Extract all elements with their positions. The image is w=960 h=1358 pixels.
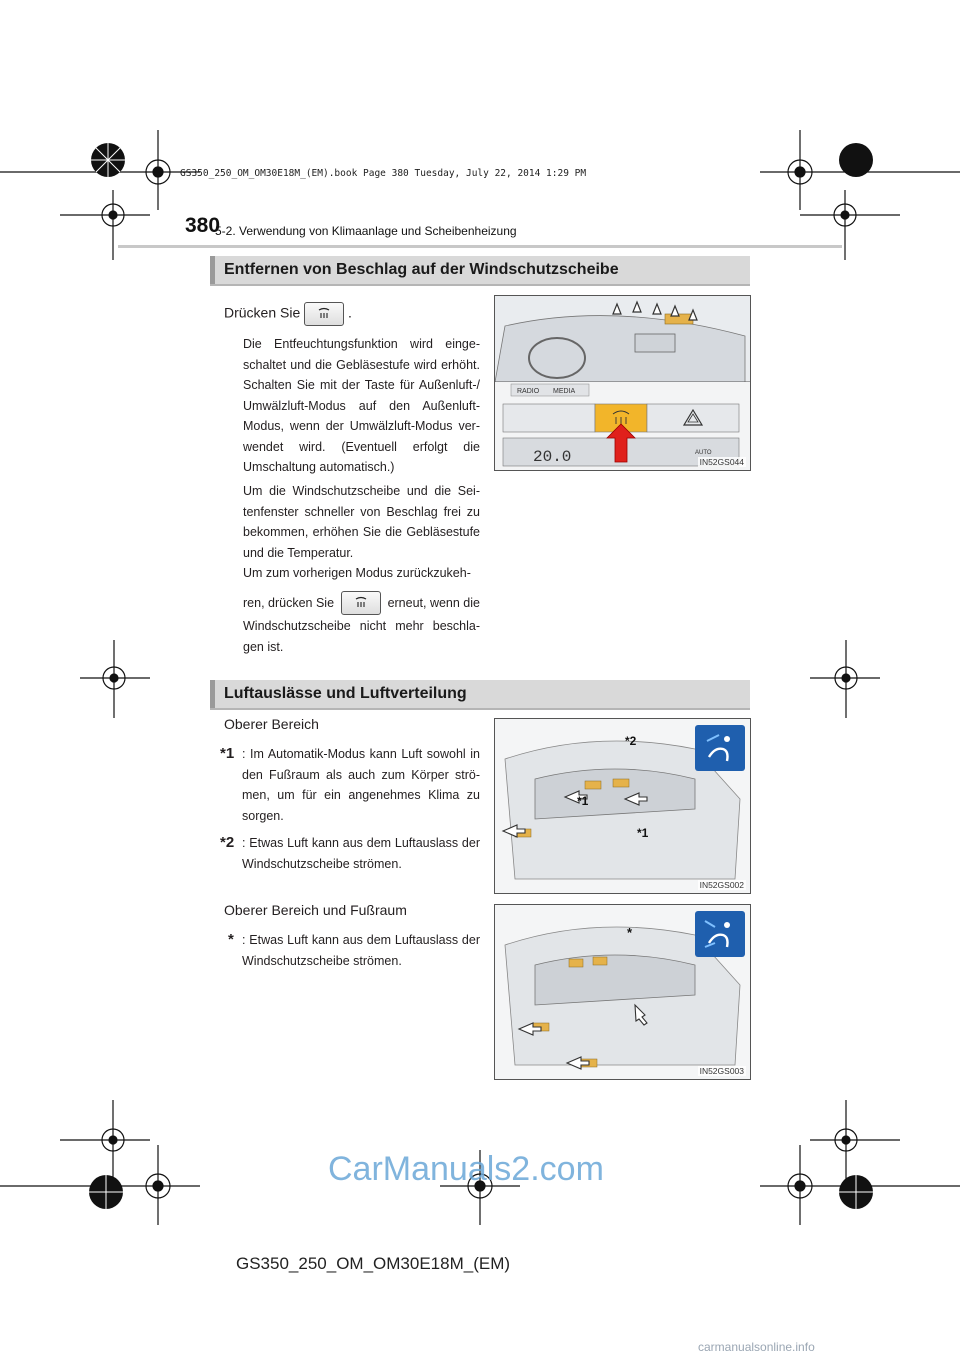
footer-code: GS350_250_OM_OM30E18M_(EM) [236, 1254, 511, 1273]
auto-label: AUTO [695, 450, 712, 456]
defog-paragraph-3c: Windschutzscheibe nicht mehr beschla-gen ist. [243, 619, 480, 654]
temperature-display: 20.0 [533, 448, 572, 466]
figure-code: IN52GS002 [699, 880, 744, 890]
defroster-button-icon [341, 591, 381, 615]
note-marker: *2 [220, 834, 235, 851]
cabin-illustration [495, 719, 750, 893]
note-marker: *1 [220, 745, 235, 762]
defog-paragraph-3b [243, 591, 480, 615]
note-marker: * [228, 931, 234, 948]
note-text: : Etwas Luft kann aus dem Luftauslass der Windschutzscheibe strömen. [242, 836, 480, 871]
figure-code: IN52GS003 [699, 1066, 744, 1076]
return-prefix: ren, drücken Sie [243, 595, 335, 610]
media-label: MEDIA [553, 388, 576, 395]
figure-code: IN52GS044 [699, 457, 744, 467]
note-text: : Im Automatik-Modus kann Luft sowohl in den Fußraum als auch zum Körper strö-men, um für ein angenehmes Klima zu sorgen. [242, 747, 480, 823]
vent-label: * [627, 925, 633, 940]
header-rule [118, 245, 842, 248]
instruction-suffix: . [348, 304, 352, 321]
radio-label: RADIO [517, 388, 540, 395]
section-heading-vents [210, 680, 750, 710]
section-title: Luftauslässe und Luftverteilung [224, 685, 467, 702]
book-tag: GS350_250_OM_OM30E18M_(EM).book Page 380 Tuesday, July 22, 2014 1:29 PM [180, 168, 587, 179]
instruction-line [224, 302, 352, 326]
dashboard-illustration [495, 296, 750, 470]
figure-upper-and-foot [494, 904, 751, 1080]
mode2-heading: Oberer Bereich und Fußraum [224, 902, 407, 918]
section-heading-defog [210, 256, 750, 286]
section-accent [210, 680, 215, 708]
section-title: Entfernen von Beschlag auf der Windschutzscheibe [224, 261, 619, 278]
watermark: CarManuals2.com [328, 1150, 604, 1188]
section-accent [210, 256, 215, 284]
mode1-note2 [220, 833, 480, 874]
chapter-header: 5-2. Verwendung von Klimaanlage und Scheibenheizung [215, 224, 517, 238]
watermark-secondary: carmanualsonline.info [698, 1340, 815, 1354]
return-suffix: erneut, wenn die [387, 595, 480, 610]
vent-label: *1 [637, 826, 649, 840]
mode2-note [228, 930, 480, 971]
defog-paragraph-3a: Um zum vorherigen Modus zurückzukeh- [243, 566, 471, 580]
defog-paragraph-1: Die Entfeuchtungsfunktion wird einge-schaltet und die Gebläsestufe wird erhöht. Schalten Sie mit der Taste für Außenluft-/ Umwälzluft-Modus auf den Außenluft-Modus, wenn der Umwälzluft-Modus ver-wendet wird. (Eventuell erfolgt die Umschaltung automatisch.) [243, 337, 480, 474]
figure-upper-area [494, 718, 751, 894]
defroster-button-icon [304, 302, 344, 326]
defog-paragraph-2: Um die Windschutzscheibe und die Sei-tenfenster schneller von Beschlag frei zu bekommen, erhöhen Sie die Gebläsestufe und die Temperatur. [243, 484, 480, 560]
vent-label: *1 [577, 794, 589, 808]
vent-label: *2 [625, 734, 637, 748]
instruction-prefix: Drücken Sie [224, 304, 301, 321]
page-number: 380 [185, 214, 221, 237]
mode1-heading: Oberer Bereich [224, 716, 319, 732]
mode1-note1 [220, 744, 480, 826]
note-text: : Etwas Luft kann aus dem Luftauslass der Windschutzscheibe strömen. [242, 933, 480, 968]
cabin-illustration [495, 905, 750, 1079]
figure-defog-dashboard [494, 295, 751, 471]
